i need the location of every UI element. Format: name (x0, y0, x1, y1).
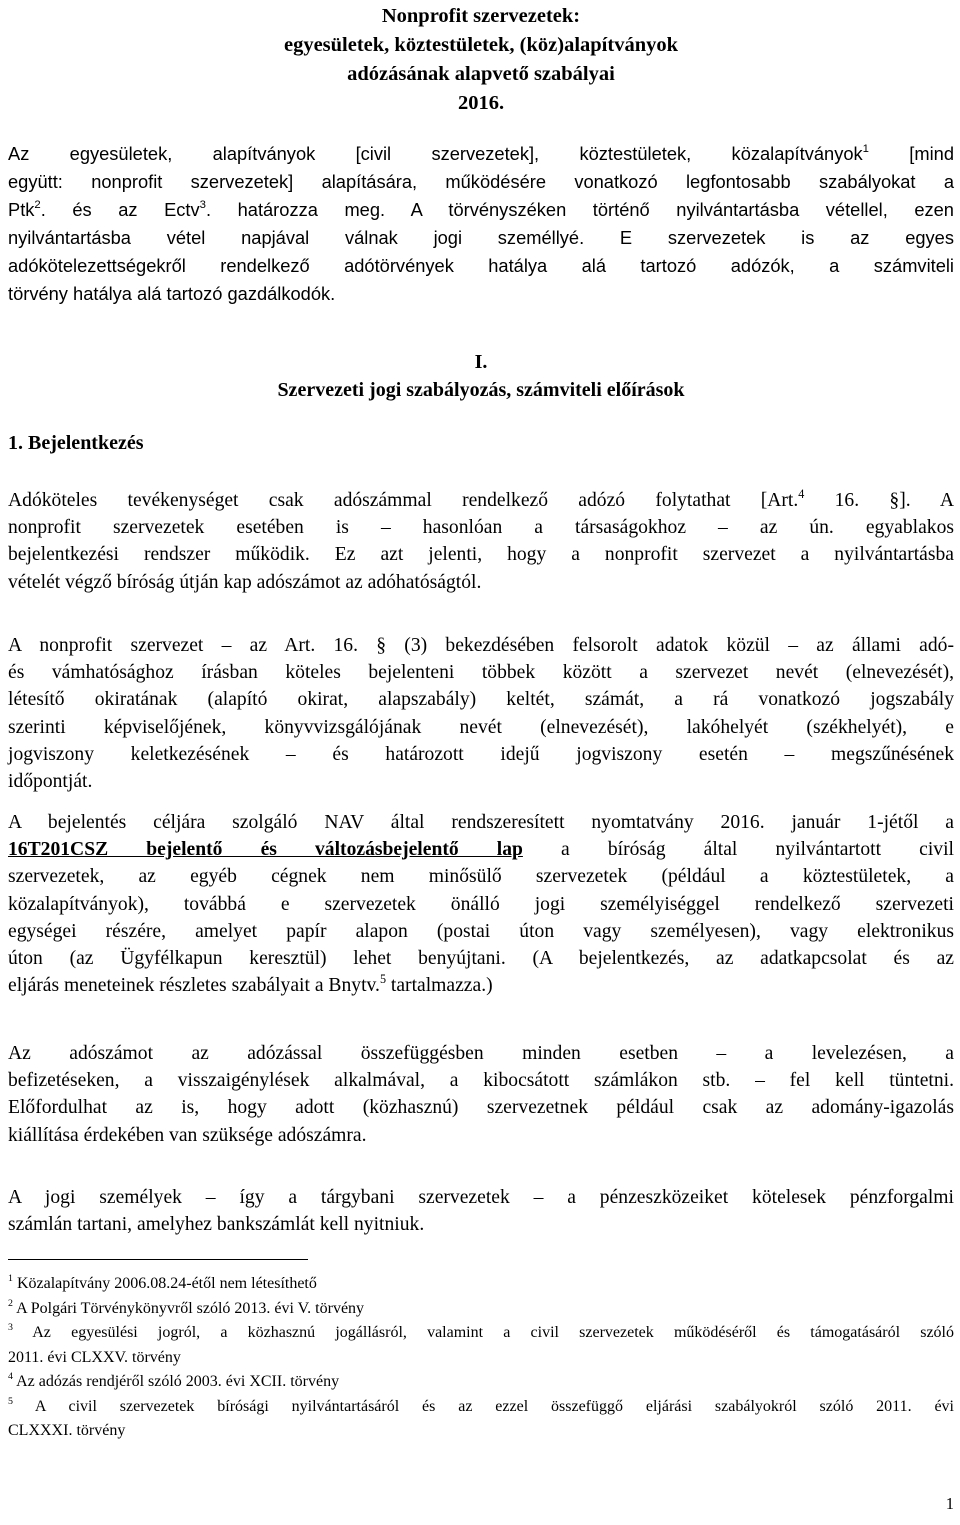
para4-line-2: befizetéseken, a visszaigénylések alkalmával, a kibocsátott számlákon stb. – fel kell tüntetni. (8, 1070, 954, 1092)
para1-line-3: bejelentkezési rendszer működik. Ez azt jelenti, hogy a nonprofit szervezet a nyilvántartásba (8, 544, 954, 566)
para4-line-1: Az adószámot az adózással összefüggésben minden esetben – a levelezésen, a (8, 1043, 954, 1064)
footnote-5-cont: CLXXXI. törvény (8, 1422, 126, 1439)
para1-line-2: nonprofit szervezetek esetében is – hasonlóan a társaságokhoz – az ún. egyablakos (8, 517, 954, 539)
footnote-3: $^3$ Az egyesülési jogról, a közhasznú jogállásról, valamint a civil szervezetek működéséről és támogatásáról szóló (8, 1322, 954, 1341)
para3-line-7: eljárás meneteinek részletes szabályait a Bnytv.$^5$ tartalmazza.) (8, 972, 493, 997)
intro-paragraph (8, 140, 954, 308)
section-number: I. (474, 351, 488, 373)
title-line-3: adózásának alapvető szabályai (347, 63, 615, 85)
paragraph-5 (8, 1184, 954, 1238)
paragraph-3 (8, 809, 954, 999)
intro-line-1: Az egyesületek, alapítványok [civil szervezetek], köztestületek, közalapítványok$^1$ [mind (8, 143, 954, 164)
para3-line-1: A bejelentés céljára szolgáló NAV által rendszeresített nyomtatvány 2016. január 1-jétől a (8, 812, 954, 833)
subheading: 1. Bejelentkezés (8, 432, 144, 454)
para3-line-3: szervezetek, az egyéb cégnek nem minősülő szervezetek (például a köztestületek, a (8, 866, 954, 888)
footnote-2: $^2$ A Polgári Törvénykönyvről szóló 2013. évi V. törvény (8, 1297, 365, 1317)
footnote-1: $^1$ Közalapítvány 2006.08.24-étől nem létesíthető (8, 1273, 317, 1292)
form-name: 16T201CSZ bejelentő és változásbejelentő lap (8, 839, 523, 861)
para4-line-3: Előfordulhat az is, hogy adott (közhasznú) szervezetnek például csak az adomány-igazolás (8, 1097, 954, 1119)
document-title (8, 2, 954, 118)
title-line-2: egyesületek, köztestületek, (köz)alapítványok (283, 34, 679, 56)
para2-line-1: A nonprofit szervezet – az Art. 16. § (3) bekezdésében felsorolt adatok közül – az állami adó- (8, 635, 954, 656)
intro-line-3: Ptk$^2$. és az Ectv$^3$. határozza meg. A törvényszéken történő nyilvántartásba vétellel, ezen (8, 199, 954, 220)
para2-line-3: létesítő okiratának (alapító okirat, alapszabály) keltét, számát, a rá vonatkozó jogszabály (8, 689, 954, 711)
paragraph-1 (8, 487, 954, 596)
para2-line-2: és vámhatósághoz írásban köteles bejelenteni többek között a szervezet nevét (elnevezését), (8, 662, 954, 684)
footnote-separator (8, 1259, 308, 1260)
para2-line-5: jogviszony keletkezésének – és határozott idejű jogviszony esetén – megszűnésének (8, 743, 954, 765)
para1-line-4: vételét végző bíróság útján kap adószámot az adóhatóságtól. (8, 571, 482, 593)
section-heading (8, 348, 954, 404)
para2-line-6: időpontját. (8, 771, 93, 793)
intro-line-2: együtt: nonprofit szervezetek] alapítására, működésére vonatkozó legfontosabb szabályokat a (8, 171, 954, 192)
title-line-4: 2016. (457, 92, 505, 114)
document-page (8, 0, 954, 1525)
section-title: Szervezeti jogi szabályozás, számviteli előírások (277, 379, 685, 401)
title-line-1: Nonprofit szervezetek: (381, 5, 581, 27)
para3-line-4: közalapítványok), továbbá e szervezetek önálló jogi személyiséggel rendelkező szervezeti (8, 893, 954, 915)
paragraph-2 (8, 632, 954, 795)
footnote-3-cont: 2011. évi CLXXV. törvény (8, 1348, 181, 1366)
intro-line-5: adókötelezettségekről rendelkező adótörvények hatálya alá tartozó adózók, a számviteli (8, 255, 954, 276)
intro-line-4: nyilvántartásba vétel napjával válnak jogi személlyé. E szervezetek is az egyes (8, 227, 954, 248)
para5-line-2: számlán tartani, amelyhez bankszámlát kell nyitniuk. (8, 1214, 425, 1236)
footnote-5: $^5$ A civil szervezetek bírósági nyilvántartásáról és az ezzel összefüggő eljárási szabályokról szóló 2011. évi (8, 1395, 954, 1415)
para3-line-2: 16T201CSZ bejelentő és változásbejelentő lap a bíróság által nyilvántartott civil (8, 839, 954, 861)
footnotes (8, 1272, 954, 1444)
para4-line-4: kiállítása érdekében van szüksége adószámra. (8, 1124, 367, 1146)
intro-line-6: törvény hatálya alá tartozó gazdálkodók. (8, 283, 336, 304)
page-number: 1 (945, 1494, 954, 1513)
para1-line-1: Adóköteles tevékenységet csak adószámmal rendelkező adózó folytathat [Art.$^4$ 16. §]. A (8, 486, 954, 511)
para3-line-6: úton (az Ügyfélkapun keresztül) lehet benyújtani. (A bejelentkezés, az adatkapcsolat és az (8, 948, 954, 970)
para5-line-1: A jogi személyek – így a tárgybani szervezetek – a pénzeszközeiket kötelesek pénzforgalmi (8, 1187, 954, 1208)
paragraph-4 (8, 1040, 954, 1149)
footnote-4: $^4$ Az adózás rendjéről szóló 2003. évi XCII. törvény (8, 1371, 340, 1390)
para3-line-5: egységei részére, amelyet papír alapon (postai úton vagy személyesen), vagy elektronikus (8, 920, 954, 942)
para2-line-4: szerinti képviselőjének, könyvvizsgálójának nevét (elnevezését), lakóhelyét (székhelyét), e (8, 716, 954, 738)
